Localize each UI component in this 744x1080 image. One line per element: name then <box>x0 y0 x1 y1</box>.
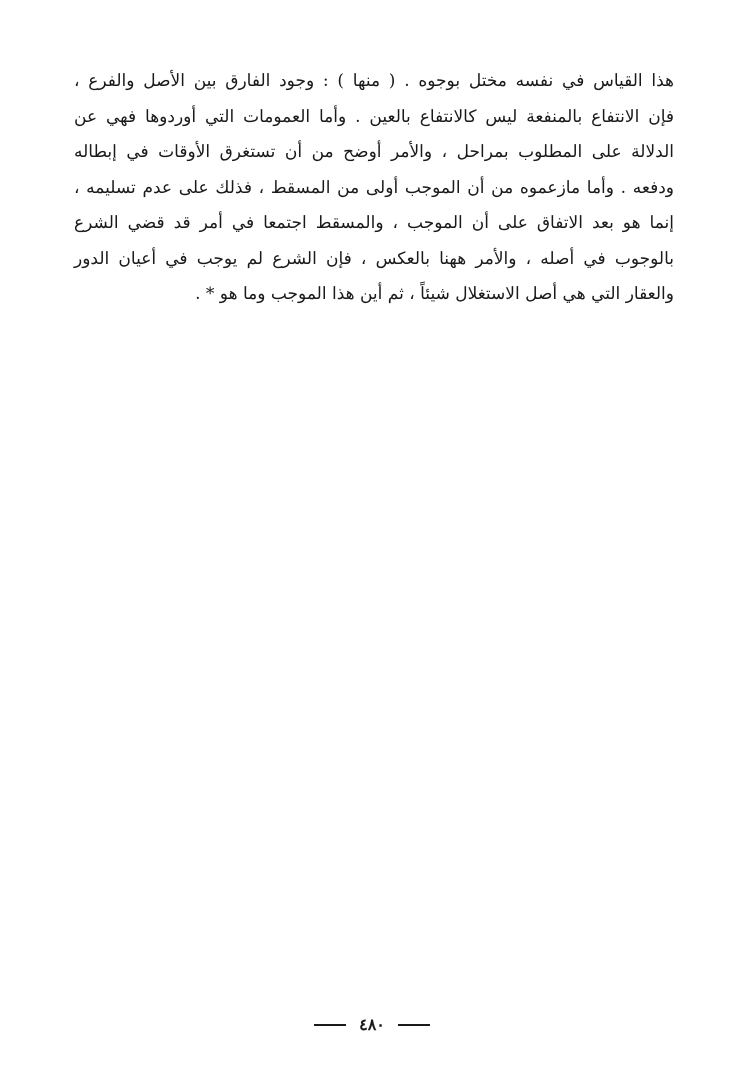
text-line-6: بالوجوب في أصله ، والأمر ههنا بالعكس ، فإن الشرع لم يوجب في أعيان الدور <box>74 248 674 269</box>
page-footer <box>0 1012 744 1037</box>
text-line-2: فإن الانتفاع بالمنفعة ليس كالانتفاع بالعين . وأما العمومات التي أوردوها فهي عن <box>74 106 674 127</box>
page-number: ٤٨٠ <box>359 1014 385 1034</box>
text-line-7: والعقار التي هي أصل الاستغلال شيئاً ، ثم أين هذا الموجب وما هو * . <box>195 284 674 304</box>
text-line-5: إنما هو بعد الاتفاق على أن الموجب ، والمسقط اجتمعا في أمر قد قضي الشرع <box>74 213 674 233</box>
body-text <box>74 64 674 313</box>
text-line-3: الدلالة على المطلوب بمراحل ، والأمر أوضح من أن تستغرق الأوقات في إبطاله <box>74 142 674 162</box>
text-line-4: ودفعه . وأما مازعموه من أن الموجب أولى من المسقط ، فذلك على عدم تسليمه ، <box>74 177 674 198</box>
text-line-1: هذا القياس في نفسه مختل بوجوه . ( منها ) : وجود الفارق بين الأصل والفرع ، <box>74 71 674 91</box>
footer-dash-left <box>314 1024 346 1026</box>
footer-dash-right <box>398 1024 430 1026</box>
